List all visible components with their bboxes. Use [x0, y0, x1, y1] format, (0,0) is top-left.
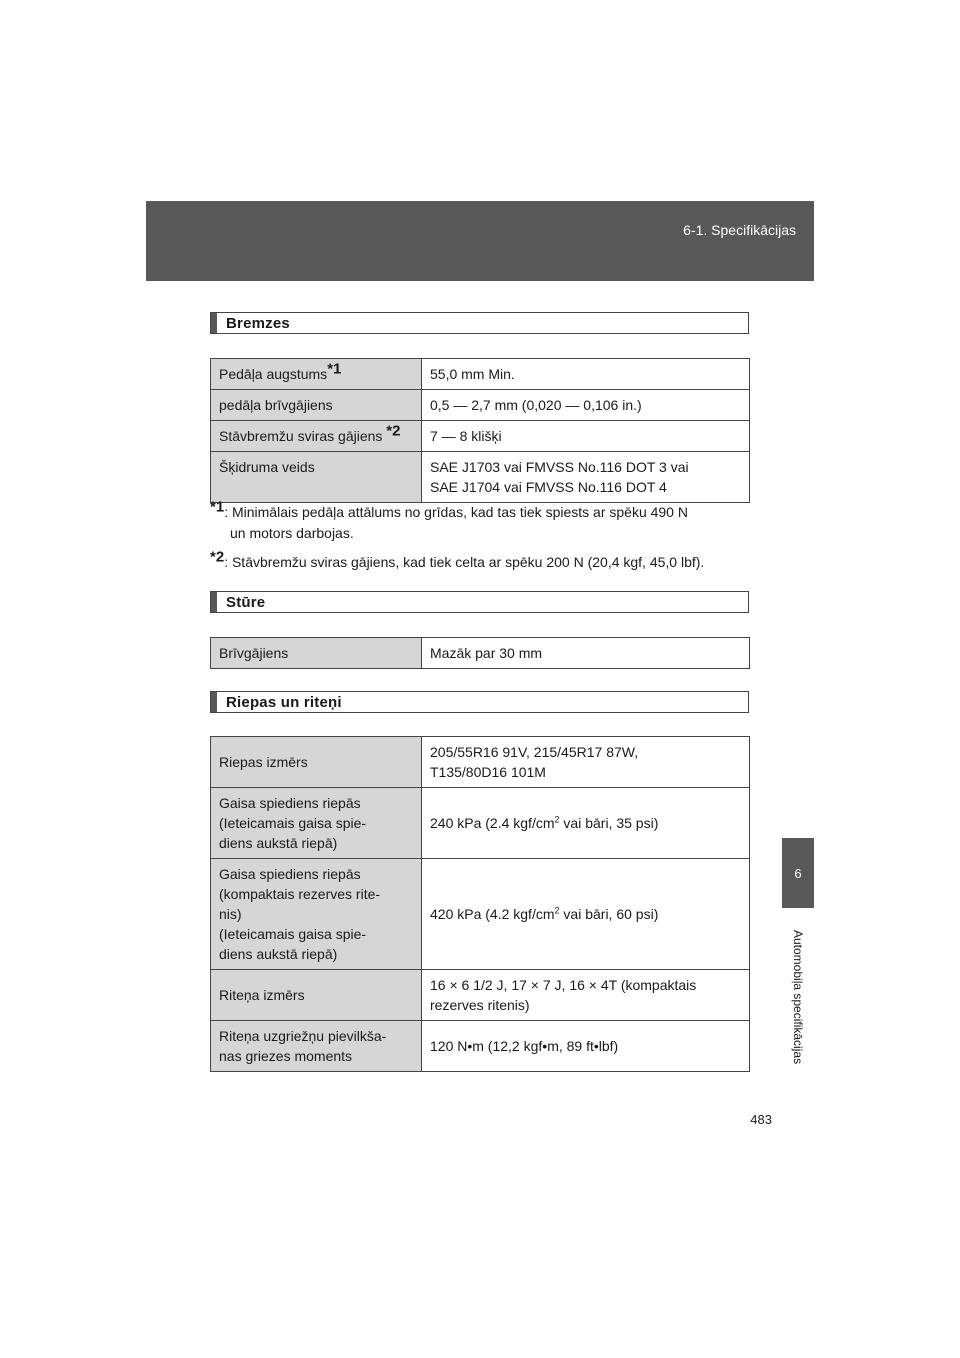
footnote-mark: *1 [210, 498, 225, 516]
footnote-2 [210, 548, 750, 573]
superscript: 2 [554, 905, 560, 916]
cell-text: Stāvbremžu sviras gājiens [219, 428, 387, 444]
footnote-text: : Stāvbremžu sviras gājiens, kad tiek celta ar spēku 200 N (20,4 kgf, 45,0 lbf). [224, 554, 705, 570]
table-cell-label [211, 859, 422, 970]
section-title-tires: Riepas un riteņi [226, 694, 342, 711]
brakes-table [210, 358, 750, 503]
table-cell-label: Šķidruma veids [211, 452, 422, 503]
cell-line: Gaisa spiediens riepās [219, 795, 361, 811]
cell-line: T135/80D16 101M [430, 764, 546, 780]
footnote-ref: *2 [386, 422, 401, 440]
section-marker [211, 313, 217, 333]
cell-line: Gaisa spiediens riepās [219, 866, 361, 882]
table-cell-value [422, 970, 750, 1021]
table-cell-value: 0,5 — 2,7 mm (0,020 — 0,106 in.) [422, 390, 750, 421]
cell-line: SAE J1704 vai FMVSS No.116 DOT 4 [430, 479, 667, 495]
cell-line: diens aukstā riepā) [219, 835, 338, 851]
table-row [211, 452, 750, 503]
chapter-title-text: Automobiļa specifikācijas [791, 929, 805, 1065]
cell-text: vai bāri, 35 psi) [559, 815, 659, 831]
table-row [211, 859, 750, 970]
footnote-text: : Minimālais pedāļa attālums no grīdas, kad tas tiek spiests ar spēku 490 N [224, 504, 688, 520]
steering-table [210, 637, 750, 669]
table-row [211, 421, 750, 452]
table-row [211, 390, 750, 421]
table-cell-value: Mazāk par 30 mm [422, 638, 750, 669]
table-row [211, 638, 750, 669]
table-row [211, 737, 750, 788]
cell-line: diens aukstā riepā) [219, 946, 338, 962]
table-cell-label [211, 359, 422, 390]
section-header-steering [210, 591, 749, 613]
section-header-brakes [210, 312, 749, 334]
cell-line: rezerves ritenis) [430, 997, 530, 1013]
cell-line: nis) [219, 906, 242, 922]
table-cell-value: 120 N•m (12,2 kgf•m, 89 ft•lbf) [422, 1021, 750, 1072]
superscript: 2 [554, 814, 560, 825]
cell-line: nas griezes moments [219, 1048, 353, 1064]
section-title-brakes: Bremzes [226, 315, 290, 332]
cell-line: (kompaktais rezerves rite- [219, 886, 381, 902]
cell-line: 205/55R16 91V, 215/45R17 87W, [430, 744, 639, 760]
section-marker [211, 692, 217, 712]
cell-line: (Ieteicamais gaisa spie- [219, 815, 367, 831]
section-marker [211, 592, 217, 612]
cell-text: 420 kPa (4.2 kgf/cm [430, 906, 555, 922]
footnote-mark: *2 [210, 548, 225, 566]
table-cell-value: 55,0 mm Min. [422, 359, 750, 390]
chapter-tab[interactable] [782, 838, 814, 908]
cell-text: 240 kPa (2.4 kgf/cm [430, 815, 555, 831]
section-header-tires [210, 691, 749, 713]
cell-line: 16 × 6 1/2 J, 17 × 7 J, 16 × 4T (kompaktais [430, 977, 697, 993]
table-cell-value: 7 — 8 klišķi [422, 421, 750, 452]
footnote-ref: *1 [327, 360, 342, 378]
tires-table [210, 736, 750, 1072]
cell-line: (Ieteicamais gaisa spie- [219, 926, 367, 942]
table-cell-label: Riteņa izmērs [211, 970, 422, 1021]
table-cell-label [211, 1021, 422, 1072]
table-cell-value [422, 859, 750, 970]
cell-text: vai bāri, 60 psi) [559, 906, 659, 922]
table-cell-label [211, 788, 422, 859]
table-row [211, 359, 750, 390]
header-band [146, 201, 814, 281]
footnote-text: un motors darbojas. [230, 525, 354, 541]
chapter-title [788, 912, 808, 1082]
table-cell-label: Riepas izmērs [211, 737, 422, 788]
section-title-steering: Stūre [226, 594, 266, 611]
cell-line: Riteņa uzgriežņu pievilkša- [219, 1028, 387, 1044]
footnote-1 [210, 498, 750, 544]
table-cell-label: pedāļa brīvgājiens [211, 390, 422, 421]
table-row [211, 970, 750, 1021]
section-title: 6-1. Specifikācijas [683, 222, 796, 238]
table-cell-value [422, 788, 750, 859]
table-cell-label: Brīvgājiens [211, 638, 422, 669]
table-cell-label [211, 421, 422, 452]
table-row [211, 788, 750, 859]
table-cell-value [422, 452, 750, 503]
table-cell-value [422, 737, 750, 788]
cell-text: Pedāļa augstums [219, 366, 328, 382]
table-row [211, 1021, 750, 1072]
page-number: 483 [750, 1112, 772, 1127]
chapter-number: 6 [794, 865, 802, 881]
cell-line: SAE J1703 vai FMVSS No.116 DOT 3 vai [430, 459, 689, 475]
